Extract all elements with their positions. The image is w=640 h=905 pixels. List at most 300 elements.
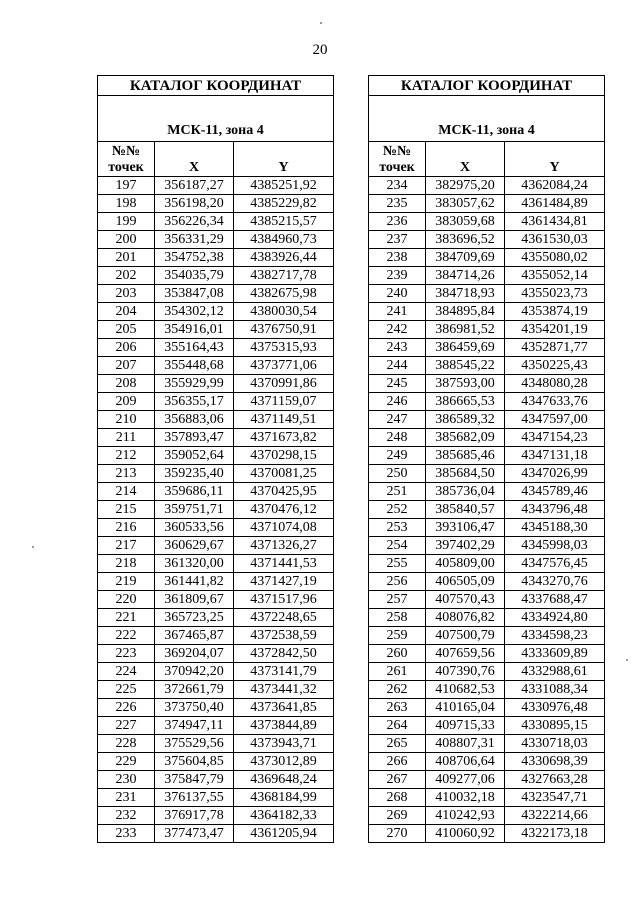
point-number-cell: 225: [98, 681, 155, 699]
x-coordinate-cell: 384714,26: [426, 267, 505, 285]
x-coordinate-cell: 397402,29: [426, 537, 505, 555]
y-coordinate-cell: 4371517,96: [234, 591, 334, 609]
y-coordinate-cell: 4327663,28: [505, 771, 605, 789]
x-coordinate-cell: 355448,68: [155, 357, 234, 375]
point-number-cell: 257: [369, 591, 426, 609]
x-coordinate-cell: 407390,76: [426, 663, 505, 681]
point-number-cell: 221: [98, 609, 155, 627]
column-header-point-line1: №№: [382, 144, 412, 159]
x-coordinate-cell: 375604,85: [155, 753, 234, 771]
point-number-cell: 207: [98, 357, 155, 375]
y-coordinate-cell: 4347633,76: [505, 393, 605, 411]
x-coordinate-cell: 383057,62: [426, 195, 505, 213]
table-row: [369, 267, 605, 285]
y-coordinate-cell: 4383926,44: [234, 249, 334, 267]
x-coordinate-cell: 410032,18: [426, 789, 505, 807]
table-row: [98, 357, 334, 375]
y-coordinate-cell: 4334598,23: [505, 627, 605, 645]
y-coordinate-cell: 4385215,57: [234, 213, 334, 231]
point-number-cell: 234: [369, 177, 426, 195]
point-number-cell: 200: [98, 231, 155, 249]
table-row: [98, 573, 334, 591]
point-number-cell: 239: [369, 267, 426, 285]
x-coordinate-cell: 383696,52: [426, 231, 505, 249]
table-row: [369, 681, 605, 699]
point-number-cell: 211: [98, 429, 155, 447]
table-title: КАТАЛОГ КООРДИНАТ: [98, 76, 334, 96]
x-coordinate-cell: 409277,06: [426, 771, 505, 789]
y-coordinate-cell: 4323547,71: [505, 789, 605, 807]
x-coordinate-cell: 385684,50: [426, 465, 505, 483]
y-coordinate-cell: 4355023,73: [505, 285, 605, 303]
x-coordinate-cell: 406505,09: [426, 573, 505, 591]
x-coordinate-cell: 408076,82: [426, 609, 505, 627]
table-row: [369, 231, 605, 249]
scan-speck: [32, 546, 34, 548]
coordinate-system-label: МСК-11, зона 4: [369, 96, 605, 142]
x-coordinate-cell: 367465,87: [155, 627, 234, 645]
point-number-cell: 226: [98, 699, 155, 717]
table-row: [98, 609, 334, 627]
scan-speck: [626, 659, 628, 661]
x-coordinate-cell: 387593,00: [426, 375, 505, 393]
x-coordinate-cell: 359235,40: [155, 465, 234, 483]
x-coordinate-cell: 356331,29: [155, 231, 234, 249]
point-number-cell: 240: [369, 285, 426, 303]
point-number-cell: 255: [369, 555, 426, 573]
point-number-cell: 251: [369, 483, 426, 501]
table-row: [369, 663, 605, 681]
title-row: [98, 76, 334, 96]
x-coordinate-cell: 359686,11: [155, 483, 234, 501]
x-coordinate-cell: 388545,22: [426, 357, 505, 375]
y-coordinate-cell: 4385229,82: [234, 195, 334, 213]
x-coordinate-cell: 374947,11: [155, 717, 234, 735]
point-number-cell: 210: [98, 411, 155, 429]
point-number-cell: 198: [98, 195, 155, 213]
table-row: [98, 177, 334, 195]
x-coordinate-cell: 410165,04: [426, 699, 505, 717]
table-row: [369, 699, 605, 717]
y-coordinate-cell: 4355080,02: [505, 249, 605, 267]
table-row: [98, 735, 334, 753]
y-coordinate-cell: 4361205,94: [234, 825, 334, 843]
x-coordinate-cell: 353847,08: [155, 285, 234, 303]
point-number-cell: 199: [98, 213, 155, 231]
point-number-cell: 256: [369, 573, 426, 591]
point-number-cell: 262: [369, 681, 426, 699]
table-row: [369, 429, 605, 447]
table-row: [98, 195, 334, 213]
table-body: [369, 76, 605, 843]
point-number-cell: 206: [98, 339, 155, 357]
column-header-point-line1: №№: [111, 144, 141, 159]
table-row: [98, 681, 334, 699]
y-coordinate-cell: 4370298,15: [234, 447, 334, 465]
table-row: [369, 789, 605, 807]
table-row: [369, 285, 605, 303]
point-number-cell: 222: [98, 627, 155, 645]
y-coordinate-cell: 4368184,99: [234, 789, 334, 807]
y-coordinate-cell: 4362084,24: [505, 177, 605, 195]
x-coordinate-cell: 409715,33: [426, 717, 505, 735]
y-coordinate-cell: 4369648,24: [234, 771, 334, 789]
table-row: [369, 753, 605, 771]
x-coordinate-cell: 385736,04: [426, 483, 505, 501]
point-number-cell: 204: [98, 303, 155, 321]
y-coordinate-cell: 4348080,28: [505, 375, 605, 393]
point-number-cell: 201: [98, 249, 155, 267]
y-coordinate-cell: 4322214,66: [505, 807, 605, 825]
x-coordinate-cell: 356187,27: [155, 177, 234, 195]
point-number-cell: 260: [369, 645, 426, 663]
table-row: [369, 483, 605, 501]
x-coordinate-cell: 376917,78: [155, 807, 234, 825]
point-number-cell: 231: [98, 789, 155, 807]
y-coordinate-cell: 4330895,15: [505, 717, 605, 735]
table-row: [369, 375, 605, 393]
table-row: [98, 717, 334, 735]
x-coordinate-cell: 355164,43: [155, 339, 234, 357]
point-number-cell: 208: [98, 375, 155, 393]
point-number-cell: 217: [98, 537, 155, 555]
x-coordinate-cell: 375529,56: [155, 735, 234, 753]
table-row: [98, 627, 334, 645]
point-number-cell: 215: [98, 501, 155, 519]
table-row: [98, 483, 334, 501]
point-number-cell: 238: [369, 249, 426, 267]
header-row: [369, 142, 605, 177]
x-coordinate-cell: 384895,84: [426, 303, 505, 321]
y-coordinate-cell: 4372538,59: [234, 627, 334, 645]
x-coordinate-cell: 393106,47: [426, 519, 505, 537]
y-coordinate-cell: 4376750,91: [234, 321, 334, 339]
point-number-cell: 205: [98, 321, 155, 339]
point-number-cell: 246: [369, 393, 426, 411]
column-header-point-number: [98, 142, 155, 177]
y-coordinate-cell: 4382675,98: [234, 285, 334, 303]
table-row: [369, 591, 605, 609]
x-coordinate-cell: 382975,20: [426, 177, 505, 195]
x-coordinate-cell: 408807,31: [426, 735, 505, 753]
x-coordinate-cell: 359751,71: [155, 501, 234, 519]
table-row: [369, 195, 605, 213]
y-coordinate-cell: 4384960,73: [234, 231, 334, 249]
x-coordinate-cell: 360629,67: [155, 537, 234, 555]
table-row: [98, 249, 334, 267]
point-number-cell: 242: [369, 321, 426, 339]
table-row: [98, 393, 334, 411]
x-coordinate-cell: 355929,99: [155, 375, 234, 393]
y-coordinate-cell: 4380030,54: [234, 303, 334, 321]
point-number-cell: 268: [369, 789, 426, 807]
point-number-cell: 245: [369, 375, 426, 393]
y-coordinate-cell: 4347576,45: [505, 555, 605, 573]
y-coordinate-cell: 4371074,08: [234, 519, 334, 537]
point-number-cell: 228: [98, 735, 155, 753]
point-number-cell: 244: [369, 357, 426, 375]
y-coordinate-cell: 4361530,03: [505, 231, 605, 249]
table-row: [369, 357, 605, 375]
x-coordinate-cell: 386589,32: [426, 411, 505, 429]
x-coordinate-cell: 405809,00: [426, 555, 505, 573]
table-row: [98, 375, 334, 393]
y-coordinate-cell: 4371159,07: [234, 393, 334, 411]
x-coordinate-cell: 410242,93: [426, 807, 505, 825]
title-row: [369, 76, 605, 96]
column-header-x: X: [155, 142, 234, 177]
x-coordinate-cell: 383059,68: [426, 213, 505, 231]
table-row: [98, 537, 334, 555]
table-row: [98, 555, 334, 573]
y-coordinate-cell: 4337688,47: [505, 591, 605, 609]
column-header-point-line2: точек: [379, 160, 415, 175]
x-coordinate-cell: 408706,64: [426, 753, 505, 771]
table-row: [369, 537, 605, 555]
table-row: [98, 411, 334, 429]
x-coordinate-cell: 373750,40: [155, 699, 234, 717]
y-coordinate-cell: 4373844,89: [234, 717, 334, 735]
point-number-cell: 253: [369, 519, 426, 537]
point-number-cell: 216: [98, 519, 155, 537]
y-coordinate-cell: 4343796,48: [505, 501, 605, 519]
point-number-cell: 248: [369, 429, 426, 447]
coordinate-catalog-table-left: [97, 75, 334, 843]
column-header-x: X: [426, 142, 505, 177]
point-number-cell: 212: [98, 447, 155, 465]
point-number-cell: 237: [369, 231, 426, 249]
x-coordinate-cell: 356226,34: [155, 213, 234, 231]
table-row: [369, 339, 605, 357]
table-row: [98, 519, 334, 537]
y-coordinate-cell: 4370425,95: [234, 483, 334, 501]
x-coordinate-cell: 354916,01: [155, 321, 234, 339]
point-number-cell: 254: [369, 537, 426, 555]
x-coordinate-cell: 384718,93: [426, 285, 505, 303]
point-number-cell: 202: [98, 267, 155, 285]
table-row: [369, 249, 605, 267]
column-header-y: Y: [234, 142, 334, 177]
point-number-cell: 249: [369, 447, 426, 465]
table-row: [369, 717, 605, 735]
point-number-cell: 224: [98, 663, 155, 681]
y-coordinate-cell: 4370081,25: [234, 465, 334, 483]
x-coordinate-cell: 357893,47: [155, 429, 234, 447]
x-coordinate-cell: 375847,79: [155, 771, 234, 789]
point-number-cell: 227: [98, 717, 155, 735]
table-row: [369, 303, 605, 321]
y-coordinate-cell: 4361484,89: [505, 195, 605, 213]
point-number-cell: 232: [98, 807, 155, 825]
table-row: [98, 429, 334, 447]
y-coordinate-cell: 4345188,30: [505, 519, 605, 537]
point-number-cell: 223: [98, 645, 155, 663]
table-row: [98, 645, 334, 663]
x-coordinate-cell: 354302,12: [155, 303, 234, 321]
header-row: [98, 142, 334, 177]
table-row: [98, 321, 334, 339]
table-row: [369, 393, 605, 411]
y-coordinate-cell: 4350225,43: [505, 357, 605, 375]
y-coordinate-cell: 4373141,79: [234, 663, 334, 681]
table-row: [369, 465, 605, 483]
x-coordinate-cell: 354035,79: [155, 267, 234, 285]
x-coordinate-cell: 385840,57: [426, 501, 505, 519]
y-coordinate-cell: 4373771,06: [234, 357, 334, 375]
y-coordinate-cell: 4375315,93: [234, 339, 334, 357]
table-body: [98, 76, 334, 843]
coordinate-system-label: МСК-11, зона 4: [98, 96, 334, 142]
point-number-cell: 267: [369, 771, 426, 789]
x-coordinate-cell: 356883,06: [155, 411, 234, 429]
subtitle-row: [98, 96, 334, 142]
x-coordinate-cell: 369204,07: [155, 645, 234, 663]
table-row: [369, 609, 605, 627]
point-number-cell: 247: [369, 411, 426, 429]
x-coordinate-cell: 407500,79: [426, 627, 505, 645]
point-number-cell: 235: [369, 195, 426, 213]
table-row: [369, 213, 605, 231]
point-number-cell: 197: [98, 177, 155, 195]
y-coordinate-cell: 4352871,77: [505, 339, 605, 357]
y-coordinate-cell: 4347026,99: [505, 465, 605, 483]
x-coordinate-cell: 385682,09: [426, 429, 505, 447]
point-number-cell: 218: [98, 555, 155, 573]
y-coordinate-cell: 4331088,34: [505, 681, 605, 699]
column-header-point-line2: точек: [108, 160, 144, 175]
y-coordinate-cell: 4332988,61: [505, 663, 605, 681]
y-coordinate-cell: 4355052,14: [505, 267, 605, 285]
x-coordinate-cell: 407570,43: [426, 591, 505, 609]
x-coordinate-cell: 360533,56: [155, 519, 234, 537]
table-row: [369, 555, 605, 573]
x-coordinate-cell: 359052,64: [155, 447, 234, 465]
x-coordinate-cell: 354752,38: [155, 249, 234, 267]
y-coordinate-cell: 4371326,27: [234, 537, 334, 555]
table-row: [98, 213, 334, 231]
y-coordinate-cell: 4334924,80: [505, 609, 605, 627]
x-coordinate-cell: 410060,92: [426, 825, 505, 843]
table-row: [98, 663, 334, 681]
table-row: [98, 267, 334, 285]
point-number-cell: 233: [98, 825, 155, 843]
y-coordinate-cell: 4347131,18: [505, 447, 605, 465]
y-coordinate-cell: 4373943,71: [234, 735, 334, 753]
point-number-cell: 241: [369, 303, 426, 321]
point-number-cell: 203: [98, 285, 155, 303]
y-coordinate-cell: 4364182,33: [234, 807, 334, 825]
y-coordinate-cell: 4372842,50: [234, 645, 334, 663]
y-coordinate-cell: 4345789,46: [505, 483, 605, 501]
table-row: [369, 807, 605, 825]
table-row: [98, 303, 334, 321]
table-row: [369, 825, 605, 843]
table-row: [98, 501, 334, 519]
y-coordinate-cell: 4361434,81: [505, 213, 605, 231]
point-number-cell: 269: [369, 807, 426, 825]
table-row: [98, 789, 334, 807]
y-coordinate-cell: 4371427,19: [234, 573, 334, 591]
table-row: [98, 807, 334, 825]
table-row: [369, 501, 605, 519]
point-number-cell: 265: [369, 735, 426, 753]
point-number-cell: 243: [369, 339, 426, 357]
x-coordinate-cell: 361320,00: [155, 555, 234, 573]
x-coordinate-cell: 370942,20: [155, 663, 234, 681]
y-coordinate-cell: 4373441,32: [234, 681, 334, 699]
y-coordinate-cell: 4382717,78: [234, 267, 334, 285]
table-title: КАТАЛОГ КООРДИНАТ: [369, 76, 605, 96]
x-coordinate-cell: 356198,20: [155, 195, 234, 213]
x-coordinate-cell: 386665,53: [426, 393, 505, 411]
y-coordinate-cell: 4385251,92: [234, 177, 334, 195]
y-coordinate-cell: 4371673,82: [234, 429, 334, 447]
y-coordinate-cell: 4370991,86: [234, 375, 334, 393]
point-number-cell: 252: [369, 501, 426, 519]
table-row: [98, 753, 334, 771]
x-coordinate-cell: 372661,79: [155, 681, 234, 699]
x-coordinate-cell: 407659,56: [426, 645, 505, 663]
table-row: [98, 591, 334, 609]
table-row: [369, 735, 605, 753]
y-coordinate-cell: 4330698,39: [505, 753, 605, 771]
y-coordinate-cell: 4353874,19: [505, 303, 605, 321]
y-coordinate-cell: 4354201,19: [505, 321, 605, 339]
point-number-cell: 229: [98, 753, 155, 771]
y-coordinate-cell: 4372248,65: [234, 609, 334, 627]
table-row: [98, 285, 334, 303]
x-coordinate-cell: 361441,82: [155, 573, 234, 591]
y-coordinate-cell: 4333609,89: [505, 645, 605, 663]
table-row: [369, 447, 605, 465]
point-number-cell: 214: [98, 483, 155, 501]
table-row: [369, 321, 605, 339]
y-coordinate-cell: 4370476,12: [234, 501, 334, 519]
x-coordinate-cell: 376137,55: [155, 789, 234, 807]
table-row: [369, 177, 605, 195]
y-coordinate-cell: 4330718,03: [505, 735, 605, 753]
table-row: [369, 411, 605, 429]
y-coordinate-cell: 4330976,48: [505, 699, 605, 717]
point-number-cell: 266: [369, 753, 426, 771]
point-number-cell: 213: [98, 465, 155, 483]
table-row: [369, 771, 605, 789]
x-coordinate-cell: 386459,69: [426, 339, 505, 357]
point-number-cell: 250: [369, 465, 426, 483]
table-row: [98, 231, 334, 249]
scan-speck: [320, 22, 322, 24]
table-row: [369, 573, 605, 591]
table-row: [98, 699, 334, 717]
point-number-cell: 258: [369, 609, 426, 627]
column-header-y: Y: [505, 142, 605, 177]
table-row: [98, 447, 334, 465]
point-number-cell: 220: [98, 591, 155, 609]
table-row: [98, 825, 334, 843]
y-coordinate-cell: 4373012,89: [234, 753, 334, 771]
point-number-cell: 219: [98, 573, 155, 591]
point-number-cell: 261: [369, 663, 426, 681]
point-number-cell: 236: [369, 213, 426, 231]
coordinate-catalog-table-right: [368, 75, 605, 843]
page-number: 20: [312, 42, 328, 58]
y-coordinate-cell: 4322173,18: [505, 825, 605, 843]
table-row: [369, 627, 605, 645]
y-coordinate-cell: 4343270,76: [505, 573, 605, 591]
table-row: [369, 645, 605, 663]
point-number-cell: 263: [369, 699, 426, 717]
y-coordinate-cell: 4373641,85: [234, 699, 334, 717]
